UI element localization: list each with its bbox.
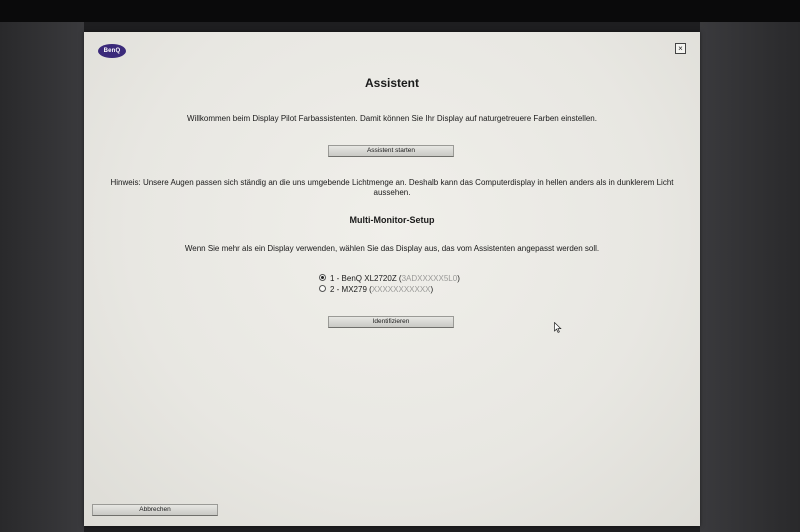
display-1-serial: 3ADXXXXX5L0 [401,274,458,283]
multi-monitor-text: Wenn Sie mehr als ein Display verwenden, wählen Sie das Display aus, das vom Assistenten angepasst werden soll. [184,244,600,253]
assistant-window [84,32,700,526]
radio-display-2[interactable] [319,285,326,292]
close-button[interactable] [675,43,686,54]
desktop-right-area [700,22,800,532]
cancel-button[interactable]: Abbrechen [92,504,218,516]
start-assistant-button[interactable]: Assistent starten [328,145,454,157]
hint-line-1: Hinweis: Unsere Augen passen sich ständig an die uns umgebende Lichtmenge an. Deshalb kann das Computerdisplay in hellen anders als in dunklerem Licht [110,178,674,187]
multi-monitor-title: Multi-Monitor-Setup [349,215,435,225]
mouse-cursor-icon [554,322,562,333]
close-icon: × [678,44,683,53]
display-1-label: 1 - BenQ XL2720Z ( [330,274,402,283]
display-2-serial: XXXXXXXXXXX [371,285,431,294]
page-title: Assistent [364,76,420,90]
desktop-left-area [0,22,84,532]
identify-button[interactable]: Identifizieren [328,316,454,328]
display-option-2[interactable] [319,285,433,295]
screen-top-bezel [0,0,800,22]
radio-display-1[interactable] [319,274,326,281]
welcome-text: Willkommen beim Display Pilot Farbassistenten. Damit können Sie Ihr Display auf naturgetreuere Farben einstellen. [187,114,597,123]
display-2-label: 2 - MX279 ( [330,285,372,294]
hint-text [104,178,680,198]
display-1-suffix: ) [457,274,460,283]
display-option-1[interactable] [319,274,460,284]
hint-line-2: aussehen. [373,188,411,197]
display-2-suffix: ) [430,285,434,294]
benq-logo-icon: BenQ [98,44,126,58]
